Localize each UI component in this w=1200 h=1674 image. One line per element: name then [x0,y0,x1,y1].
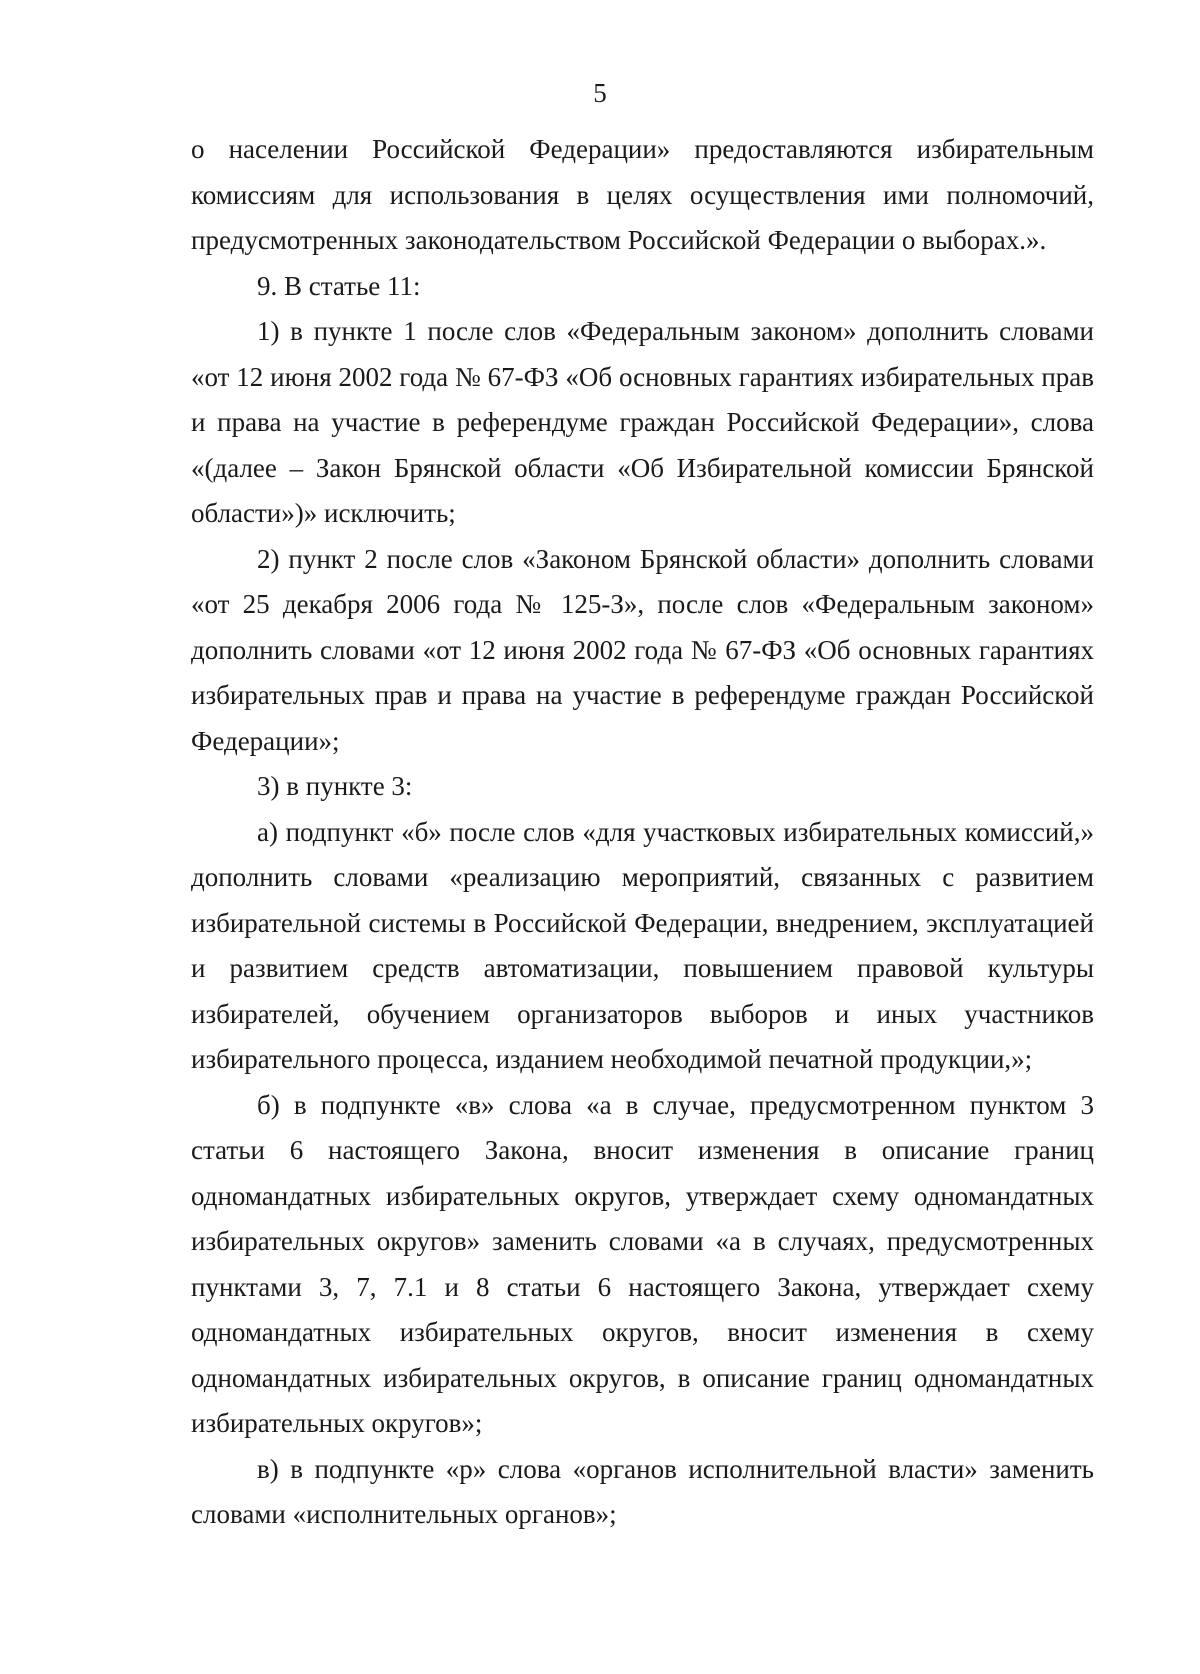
paragraph-subitem-b: б) в подпункте «в» слова «а в случае, предусмотренном пунктом 3 статьи 6 настоящего Закона, вносит изменения в описание границ одномандатных избирательных округов, утверждает схему одномандатных избирательных округов» заменить словами «а в случаях, предусмотренных пунктами 3, 7, 7.1 и 8 статьи 6 настоящего Закона, утверждает схему одномандатных избирательных округов, вносит изменения в схему одномандатных избирательных округов, в описание границ одномандатных избирательных округов»; [191,1089,1094,1438]
paragraph-article-11-heading: 9. В статье 11: [257,270,421,301]
paragraph-subitem-v: в) в подпункте «р» слова «органов исполнительной власти» заменить словами «исполнительных органов»; [191,1453,1094,1529]
paragraph-continuation: о населении Российской Федерации» предоставляются избирательным комиссиям для использования в целях осуществления ими полномочий, предусмотренных законодательством Российской Федерации о выборах.». [191,134,1094,255]
paragraph-item-2: 2) пункт 2 после слов «Законом Брянской области» дополнить словами «от 25 декабря 2006 года № 125-З», после слов «Федеральным законом» дополнить словами «от 12 июня 2002 года № 67-ФЗ «Об основных гарантиях избирательных прав и права на участие в референдуме граждан Российской Федерации»; [191,543,1094,756]
page-number: 5 [593,78,607,108]
document-body [191,127,1094,1538]
paragraph-subitem-a: а) подпункт «б» после слов «для участковых избирательных комиссий,» дополнить словами «реализацию мероприятий, связанных с развитием избирательной системы в Российской Федерации, внедрением, эксплуатацией и развитием средств автоматизации, повышением правовой культуры избирателей, обучением организаторов выборов и иных участников избирательного процесса, изданием необходимой печатной продукции,»; [191,816,1094,1074]
paragraph-item-1: 1) в пункте 1 после слов «Федеральным законом» дополнить словами «от 12 июня 2002 года № 67-ФЗ «Об основных гарантиях избирательных прав и права на участие в референдуме граждан Российской Федерации», слова «(далее – Закон Брянской области «Об Избирательной комиссии Брянской области»)» исключить; [191,316,1094,528]
paragraph-item-3: 3) в пункте 3: [257,771,413,801]
